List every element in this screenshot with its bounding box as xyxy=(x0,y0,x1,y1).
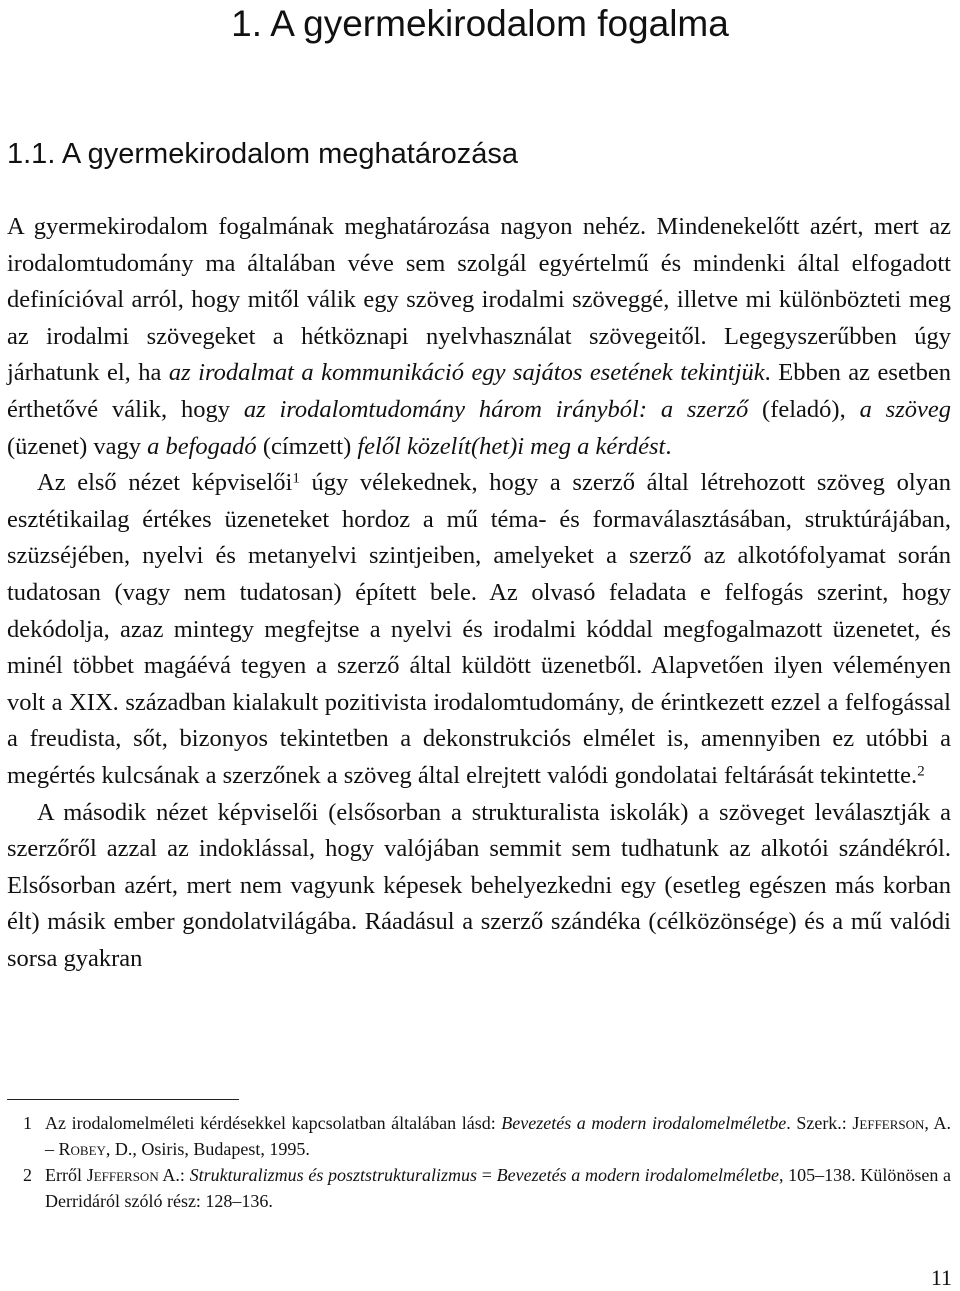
footnote-text xyxy=(45,1111,951,1162)
italic-run: a szöveg xyxy=(859,395,951,423)
text-run: A gyermekirodalom fogalmának meghatározása nagyon nehéz. Mindenekelőtt azért, mert az irodalomtudomány ma általában véve sem szolgál egyértelmű és mindenki által elfogadott definícióval arról, hogy mitől válik egy szöveg irodalmi szöveggé, illetve mi különbözteti meg az irodalmi szövegeket a hétköznapi nyelvhasználat szövegeitől. Legegyszerűbben úgy járhatunk el, ha xyxy=(7,213,951,387)
footnote-number: 2 xyxy=(23,1165,32,1186)
text-run: . xyxy=(665,432,672,460)
text-run: = xyxy=(477,1165,497,1186)
italic-run: Bevezetés a modern irodalomelméletbe xyxy=(501,1113,787,1133)
italic-run: Bevezetés a modern irodalomelméletbe xyxy=(496,1165,779,1186)
section-title: 1.1. A gyermekirodalom meghatározása xyxy=(7,138,518,170)
italic-run: Strukturalizmus és posztstrukturalizmus xyxy=(189,1165,478,1186)
italic-run: az irodalmat a kommunikáció egy sajátos esetének tekintjük xyxy=(168,359,765,387)
text-run: úgy vélekednek, hogy a szerző által létrehozott szöveg olyan esztétikailag értékes üzeneteket hordoz a mű téma- és formaválasztásában, struktúrájában, szüzséjében, nyelvi és metanyelvi szintjeiben, amelyeket a szerző az alkotófolyamat során tudatosan (vagy nem tudatosan) épített bele. Az olvasó feladata e felfogás szerint, hogy dekódolja, azaz mintegy megfejtse a nyelvi és irodalmi kóddal megfogalmazott üzenetet, és minél többet magáévá tegyen a szerző által küldött üzenetből. Alapvetően ilyen véleményen volt a XIX. században kialakult pozitivista irodalomtudomány, de érintkezett ezzel a felfogással a freudista, sőt, bizonyos tekintetben a dekonstrukciós elmélet is, amennyiben ez utóbbi a megértés kulcsának a szerzőnek a szöveg által elrejtett valódi gondolatai feltárását tekintette. xyxy=(7,469,951,789)
author-name: Jefferson xyxy=(852,1113,925,1133)
footnote-ref-2: 2 xyxy=(917,763,925,780)
footnote-divider xyxy=(7,1099,239,1100)
text-run: . Szerk.: xyxy=(786,1113,853,1133)
paragraph-1 xyxy=(7,209,951,465)
footnotes xyxy=(7,1111,951,1215)
footnote-ref-1: 1 xyxy=(292,470,300,487)
text-run: , A. – xyxy=(45,1113,952,1159)
author-name: Jefferson xyxy=(86,1165,159,1186)
text-run: Az irodalomelméleti kérdésekkel kapcsolatban általában lásd: xyxy=(45,1113,502,1133)
paragraph-3: A második nézet képviselői (elsősorban a strukturalista iskolák) a szöveget leválasztják a szerzőről azzal az indoklással, hogy valójában semmit sem tudhatunk az alkotói szándékról. Elsősorban azért, mert nem vagyunk képesek behelyezkedni egy (esetleg egészen más korban élt) másik ember gondolatvilágába. Ráadásul a szerző szándéka (célközönsége) és a mű valódi sorsa gyakran xyxy=(7,798,951,972)
footnote-text xyxy=(45,1163,951,1214)
text-run: Erről xyxy=(45,1165,87,1186)
italic-run: a befogadó xyxy=(147,432,257,460)
page-number: 11 xyxy=(930,1265,952,1290)
text-run: . Ebben az esetben érthetővé válik, hogy xyxy=(7,359,952,423)
text-run: Az első nézet képviselői xyxy=(37,469,293,497)
italic-run: az irodalomtudomány három irányból: a szerző xyxy=(243,395,749,423)
footnote-number: 1 xyxy=(23,1113,32,1133)
text-run: (címzett) xyxy=(256,432,358,460)
body-text xyxy=(7,209,951,977)
paragraph-2 xyxy=(7,465,951,794)
text-run: (feladó), xyxy=(748,395,860,423)
text-run: , D., Osiris, Budapest, 1995. xyxy=(105,1138,310,1159)
text-run: (üzenet) vagy xyxy=(7,432,148,460)
author-name: Robey xyxy=(58,1138,106,1159)
footnote-1 xyxy=(7,1111,951,1162)
footnote-2 xyxy=(7,1163,951,1214)
text-run: A.: xyxy=(158,1165,190,1186)
chapter-title: 1. A gyermekirodalom fogalma xyxy=(231,3,729,44)
italic-run: felől közelít(het)i meg a kérdést xyxy=(357,432,666,460)
text-run: , 105–138. Különösen a Derridáról szóló rész: 128–136. xyxy=(45,1165,952,1211)
